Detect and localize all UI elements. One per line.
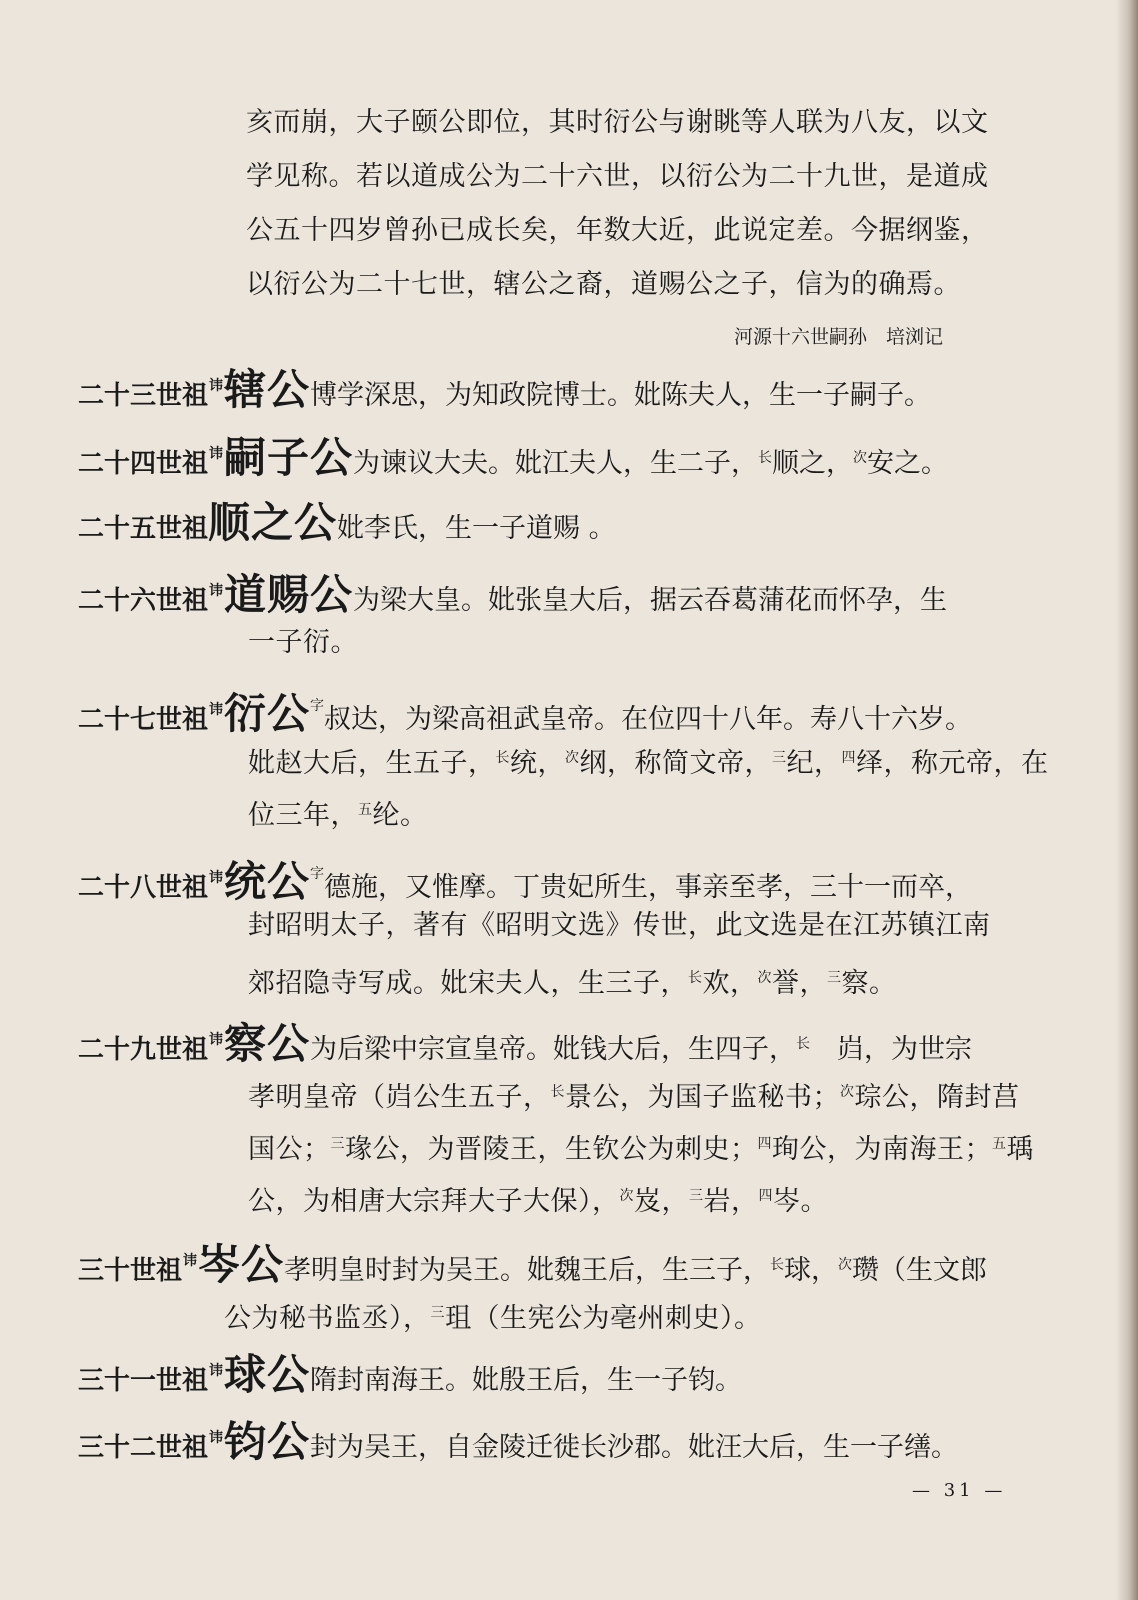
entry-text: 誉， [772,968,827,999]
entry-text: 纶。 [372,800,428,831]
ancestor-name: 球公 [224,1350,311,1399]
order-mark: 次 [565,750,580,766]
entry-text: 孝明皇时封为吴王。妣魏王后，生三子， [284,1255,771,1286]
entry-text: 珇（生宪公为亳州刺史）。 [445,1303,762,1334]
intro-paragraph [246,96,1036,312]
entry-text: 孝明皇帝（岿公生五子， [248,1082,551,1113]
generation-label: 三十世祖 [78,1256,183,1286]
entry-text: 察。 [841,968,897,999]
ancestor-name: 统公 [224,857,311,906]
order-mark: 长 [688,970,703,986]
entry-continuation [78,1287,1038,1339]
generation-label: 二十五世祖 [78,514,209,544]
intro-line: 学见称。若以道成公为二十六世，以衍公为二十九世，是道成 [246,161,989,192]
entry-text: 郊招隐寺写成。妣宋夫人，生三子， [248,968,688,999]
order-mark: 四 [757,1136,772,1152]
entry-text: 德施，又惟摩。丁贵妃所生，事亲至孝，三十一而卒， [324,872,973,903]
entry-text: 安之。 [867,448,949,479]
taboo-mark: 讳 [209,378,224,394]
entry-text: 位三年， [248,800,358,831]
order-mark: 长 [770,1257,785,1273]
order-mark: 次 [840,1084,855,1100]
ancestor-name: 钧公 [224,1417,311,1466]
generation-label: 三十二世祖 [78,1433,209,1463]
genealogy-entry-32 [78,1412,1038,1464]
entry-text: 岌， [634,1186,689,1217]
genealogy-entry-27 [78,680,1049,836]
taboo-mark: 讳 [209,1032,224,1048]
taboo-mark: 讳 [209,702,224,718]
entry-text: 瑀 [1006,1134,1034,1165]
generation-label: 二十六世祖 [78,586,209,616]
taboo-mark: 讳 [209,1363,224,1379]
order-mark: 三 [827,970,842,986]
generation-label: 三十一世祖 [78,1366,209,1396]
entry-text: 景公，为国子监秘书； [565,1082,840,1113]
taboo-mark: 讳 [209,870,224,886]
order-mark: 三 [689,1188,704,1204]
entry-continuation: 一子衍。 [248,627,358,658]
generation-label: 二十八世祖 [78,873,209,903]
entry-text: 瓒（生文郎 [852,1255,988,1286]
entry-text: 岑。 [773,1186,828,1217]
ancestor-name: 岑公 [198,1240,285,1289]
generation-label: 二十三世祖 [78,381,209,411]
entry-text: 叔达，为梁高祖武皇帝。在位四十八年。寿八十六岁。 [324,704,973,735]
intro-signature: 河源十六世嗣孙 培浏记 [734,326,944,348]
entry-text: 球， [784,1255,839,1286]
intro-line: 亥而崩，大子颐公即位，其时衍公与谢眺等人联为八友，以文 [246,107,989,138]
entry-continuation: 封昭明太子，著有《昭明文选》传世，此文选是在江苏镇江南 [248,910,991,941]
order-mark: 五 [992,1136,1007,1152]
genealogy-entry-26 [78,565,1038,669]
order-mark: 三 [330,1136,345,1152]
ancestor-name: 衍公 [224,689,311,738]
entry-text: 妣李氏，生一子道赐 。 [337,513,616,544]
order-mark: 长 [550,1084,565,1100]
entry-text: 珣公，为南海王； [772,1134,992,1165]
entry-text: 绎，称元帝，在 [856,748,1049,779]
entry-text: 欢， [702,968,758,999]
order-mark: 三 [772,750,787,766]
entry-text: 公，为相唐大宗拜大子大保）， [248,1186,620,1217]
courtesy-name-mark: 字 [310,698,325,714]
entry-text: 纲，称简文帝， [579,748,772,779]
taboo-mark: 讳 [209,583,224,599]
taboo-mark: 讳 [209,446,224,462]
taboo-mark: 讳 [183,1253,198,1269]
order-mark: 三 [430,1305,445,1321]
entry-text: 顺之， [772,448,854,479]
entry-continuation [78,952,1038,1004]
entry-continuation [78,1118,1038,1170]
courtesy-name-mark: 字 [310,866,325,882]
genealogy-entry-30 [78,1235,1038,1339]
entry-text: 博学深思，为知政院博士。妣陈夫人，生一子嗣子。 [310,380,932,411]
intro-line: 以衍公为二十七世，辖公之裔，道赐公之子，信为的确焉。 [246,269,961,300]
genealogy-entry-28 [78,848,1038,1004]
entry-continuation [78,732,1049,784]
entry-text: 隋封南海王。妣殷王后，生一子钧。 [310,1365,743,1396]
order-mark: 次 [853,450,868,466]
intro-line: 公五十四岁曾孙已成长矣，年数大近，此说定差。今据纲鉴， [246,215,989,246]
entry-text: 岩， [703,1186,759,1217]
entry-text: 为梁大皇。妣张皇大后，据云吞葛蒲花而怀孕，生 [353,585,948,616]
entry-text: 纪， [786,748,842,779]
entry-continuation [78,1170,1038,1222]
order-mark: 长 [796,1036,811,1052]
ancestor-name: 道赐公 [224,570,354,619]
order-mark: 次 [619,1188,634,1204]
entry-text: 封为吴王，自金陵迁徙长沙郡。妣汪大后，生一子缮。 [310,1432,959,1463]
genealogy-entry-23 [78,360,1038,412]
order-mark: 次 [838,1257,853,1273]
generation-label: 二十七世祖 [78,705,209,735]
order-mark: 长 [495,750,510,766]
page-number: — 31 — [912,1480,1007,1501]
entry-text: 公为秘书监丞）， [224,1303,431,1334]
entry-text: 统， [510,748,565,779]
order-mark: 次 [757,970,772,986]
generation-label: 二十九世祖 [78,1035,209,1065]
genealogy-entry-31 [78,1345,1038,1397]
entry-text: 为谏议大夫。妣江夫人，生二子， [353,448,759,479]
order-mark: 四 [841,750,856,766]
entry-continuation [78,1066,1038,1118]
ancestor-name: 察公 [224,1019,311,1068]
ancestor-name: 辖公 [224,365,311,414]
order-mark: 五 [358,802,373,818]
genealogy-entry-25 [78,497,1038,549]
entry-text: 为后梁中宗宣皇帝。妣钱大后，生四子， [310,1034,797,1065]
genealogy-entry-29 [78,1014,1038,1222]
ancestor-name: 顺之公 [208,498,338,547]
generation-label: 二十四世祖 [78,449,209,479]
taboo-mark: 讳 [209,1430,224,1446]
entry-continuation [78,784,1038,836]
ancestor-name: 嗣子公 [224,433,354,482]
entry-text: 妣赵大后，生五子， [248,748,496,779]
genealogy-entry-24 [78,428,1038,480]
page-edge-shadow [1116,0,1138,1600]
entry-text: 琮公，隋封莒 [854,1082,1020,1113]
entry-text: 瑑公，为晋陵王，生钦公为刺史； [345,1134,758,1165]
entry-text: 国公； [248,1134,331,1165]
order-mark: 四 [758,1188,773,1204]
order-mark: 长 [758,450,773,466]
entry-text: 岿，为世宗 [810,1034,973,1065]
